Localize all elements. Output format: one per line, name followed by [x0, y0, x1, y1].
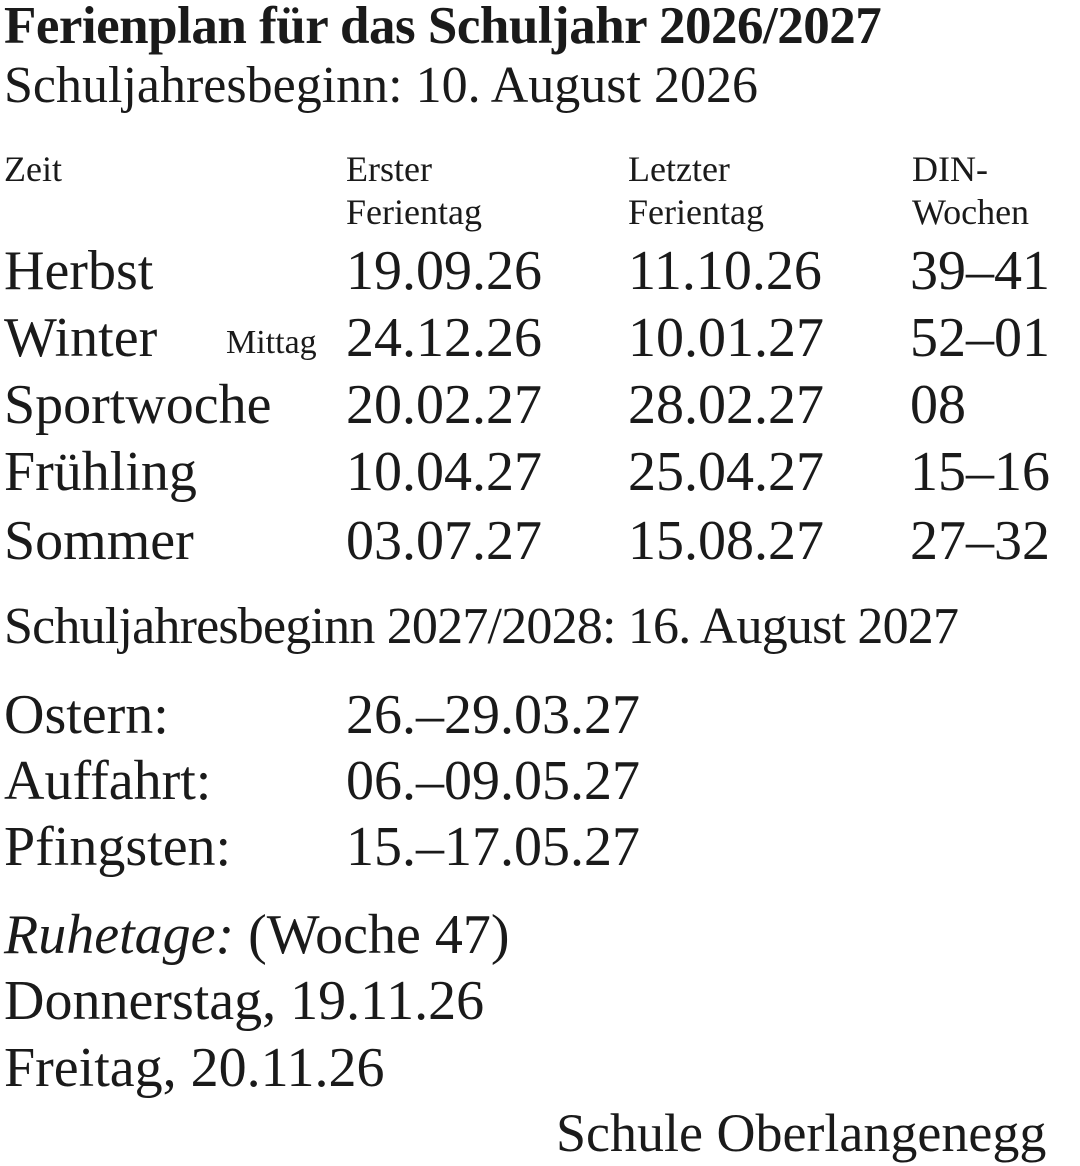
rest-day-1: Donnerstag, 19.11.26 [4, 970, 485, 1032]
row-herbst-wochen: 39–41 [910, 240, 1050, 302]
holiday-ostern-name: Ostern: [4, 684, 169, 746]
holiday-pfingsten-dates: 15.–17.05.27 [346, 816, 640, 878]
holiday-ostern-dates: 26.–29.03.27 [346, 684, 640, 746]
header-erster-line2: Ferientag [346, 192, 482, 232]
header-din-line1: DIN- [912, 149, 988, 189]
rest-days-label: Ruhetage: [4, 904, 235, 966]
header-letzter-line1: Letzter [628, 149, 730, 189]
row-herbst-letzter: 11.10.26 [628, 240, 822, 302]
row-sportwoche-erster: 20.02.27 [346, 374, 542, 436]
header-letzter-line2: Ferientag [628, 192, 764, 232]
holiday-pfingsten-name: Pfingsten: [4, 816, 232, 878]
row-winter-erster: 24.12.26 [346, 307, 542, 369]
row-fruehling-erster: 10.04.27 [346, 441, 542, 503]
school-year-start: Schuljahresbeginn: 10. August 2026 [4, 57, 758, 114]
row-fruehling-letzter: 25.04.27 [628, 441, 824, 503]
row-winter-wochen: 52–01 [910, 307, 1050, 369]
rest-days-line [4, 902, 510, 968]
page-title: Ferienplan für das Schuljahr 2026/2027 [4, 0, 882, 55]
row-herbst-erster: 19.09.26 [346, 240, 542, 302]
header-erster-line1: Erster [346, 149, 432, 189]
row-sommer-erster: 03.07.27 [346, 510, 542, 572]
rest-day-2: Freitag, 20.11.26 [4, 1037, 385, 1099]
signature: Schule Oberlangenegg [556, 1103, 1047, 1163]
holiday-auffahrt-dates: 06.–09.05.27 [346, 750, 640, 812]
row-winter-letzter: 10.01.27 [628, 307, 824, 369]
row-sommer-wochen: 27–32 [910, 510, 1050, 572]
row-fruehling-zeit: Frühling [4, 441, 197, 503]
holiday-auffahrt-name: Auffahrt: [4, 750, 212, 812]
row-sportwoche-letzter: 28.02.27 [628, 374, 824, 436]
row-sommer-letzter: 15.08.27 [628, 510, 824, 572]
rest-days-week: (Woche 47) [248, 904, 510, 966]
header-zeit: Zeit [4, 149, 62, 189]
row-winter-note: Mittag [226, 324, 317, 361]
row-fruehling-wochen: 15–16 [910, 441, 1050, 503]
row-sportwoche-wochen: 08 [910, 374, 966, 436]
header-din-line2: Wochen [912, 192, 1030, 232]
next-school-year-start: Schuljahresbeginn 2027/2028: 16. August 2027 [4, 598, 959, 655]
row-herbst-zeit: Herbst [4, 240, 154, 302]
row-sportwoche-zeit: Sportwoche [4, 374, 272, 436]
row-sommer-zeit: Sommer [4, 510, 194, 572]
row-winter-zeit: Winter [4, 307, 158, 369]
